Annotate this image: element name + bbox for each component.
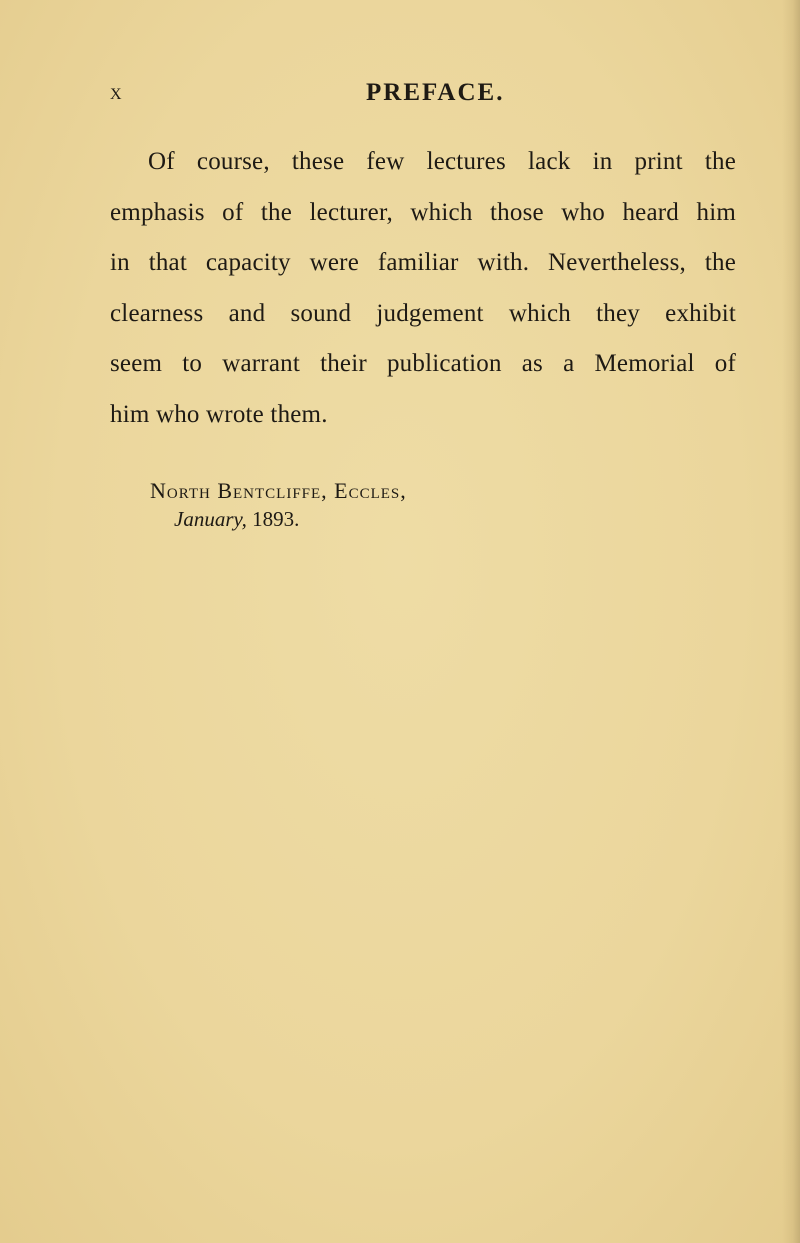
paragraph-line: in that capacity were familiar with. Nevertheless, the (110, 249, 736, 276)
signoff-place: North Bentcliffe, Eccles, (150, 478, 407, 503)
paragraph-line: Of course, these few lectures lack in print the (148, 148, 736, 175)
signoff-month: January, (174, 507, 247, 531)
paragraph-line: him who wrote them. (110, 400, 328, 428)
signoff-year: 1893. (252, 507, 300, 531)
signoff (150, 476, 407, 534)
preface-paragraph (110, 137, 736, 440)
paragraph-line: clearness and sound judgement which they exhibit (110, 299, 736, 327)
page-edge-shadow (782, 0, 800, 1243)
running-title: PREFACE. (366, 79, 505, 106)
signoff-date (150, 505, 407, 534)
paragraph-line: seem to warrant their publication as a Memorial of (110, 350, 736, 377)
paragraph-line: emphasis of the lecturer, which those who heard him (110, 198, 736, 226)
page-header (0, 79, 800, 119)
page-number: x (110, 79, 123, 104)
